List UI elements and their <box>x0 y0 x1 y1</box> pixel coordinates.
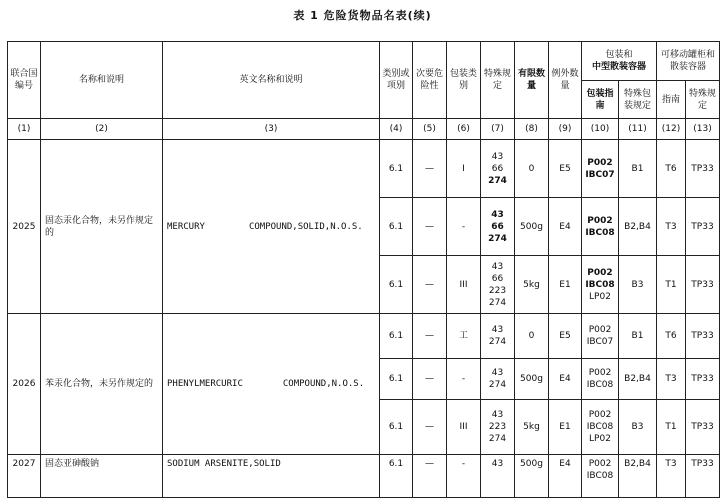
limited-quantity-cell: 0 <box>515 314 549 359</box>
special-provisions-cell: 43 <box>481 455 515 498</box>
packing-instruction-code: P002 <box>587 215 613 226</box>
special-provision-code: 43 <box>491 410 504 420</box>
packing-instruction-code: IBC08 <box>585 227 615 238</box>
limited-quantity-cell: 5kg <box>515 256 549 314</box>
un-number-cell: 2026 <box>8 314 41 455</box>
limited-quantity-cell: 500g <box>515 455 549 498</box>
packing-instruction-code: IBC08 <box>586 471 614 481</box>
sub-risk-cell: — <box>413 455 447 498</box>
packing-instruction-code: P002 <box>588 368 612 378</box>
class-cell: 6.1 <box>380 198 413 256</box>
group-header-packaging <box>582 42 657 81</box>
limited-quantity-cell: 5kg <box>515 400 549 455</box>
name-cell: 苯汞化合物，未另作规定的 <box>41 314 163 455</box>
packing-group-cell: - <box>447 359 481 400</box>
table-title: 表 1 危险货物品名表(续) <box>293 9 432 22</box>
tank-special-cell: TP33 <box>686 359 720 400</box>
excepted-quantity-cell: E4 <box>549 455 582 498</box>
header-row-1 <box>8 42 720 81</box>
excepted-quantity-cell: E4 <box>549 359 582 400</box>
col-header-packing-instruction: 包装指南 <box>582 81 619 119</box>
sub-risk-cell: — <box>413 140 447 198</box>
col-number: (9) <box>549 119 582 140</box>
tank-special-cell: TP33 <box>686 198 720 256</box>
excepted-quantity-cell: E5 <box>549 314 582 359</box>
tank-special-cell: TP33 <box>686 140 720 198</box>
tank-special-cell: TP33 <box>686 400 720 455</box>
col-number: (13) <box>686 119 720 140</box>
group-header-packaging-line1: 包装和 <box>605 50 633 60</box>
packing-instruction-code: IBC07 <box>586 337 614 347</box>
packing-instruction-cell <box>582 455 619 498</box>
un-number-cell: 2025 <box>8 140 41 314</box>
col-header-name: 名称和说明 <box>41 42 163 119</box>
tank-instruction-cell: T6 <box>657 140 686 198</box>
un-number-cell: 2027 <box>8 455 41 498</box>
col-number: (4) <box>380 119 413 140</box>
col-number: (2) <box>41 119 163 140</box>
special-provisions-cell <box>481 400 515 455</box>
tank-special-cell: TP33 <box>686 314 720 359</box>
col-number: (8) <box>515 119 549 140</box>
excepted-quantity-cell: E5 <box>549 140 582 198</box>
col-number: (12) <box>657 119 686 140</box>
col-header-tank-instruction: 指南 <box>657 81 686 119</box>
class-cell: 6.1 <box>380 256 413 314</box>
packing-instruction-code: IBC07 <box>585 169 615 180</box>
special-packing-cell: B1 <box>619 314 657 359</box>
tank-instruction-cell: T3 <box>657 455 686 498</box>
class-cell: 6.1 <box>380 455 413 498</box>
packing-group-cell: I <box>447 140 481 198</box>
packing-instruction-code: P002 <box>588 325 612 335</box>
english-name-part-a: PHENYLMERCURIC <box>167 379 243 389</box>
col-header-excepted-quantity: 例外数量 <box>549 42 582 119</box>
tank-special-cell: TP33 <box>686 256 720 314</box>
packing-group-cell: III <box>447 256 481 314</box>
excepted-quantity-cell: E4 <box>549 198 582 256</box>
tank-instruction-cell: T6 <box>657 314 686 359</box>
name-cell: 固态亚砷酸钠 <box>41 455 163 498</box>
special-packing-cell: B2,B4 <box>619 198 657 256</box>
col-header-un-no: 联合国编号 <box>8 42 41 119</box>
col-number: (7) <box>481 119 515 140</box>
packing-instruction-code: IBC08 <box>586 422 614 432</box>
col-number: (1) <box>8 119 41 140</box>
packing-instruction-cell <box>582 359 619 400</box>
special-provision-code: 223 <box>488 285 507 296</box>
name-cell: 固态汞化合物，未另作规定的 <box>41 140 163 314</box>
special-packing-cell: B3 <box>619 256 657 314</box>
english-name-cell <box>163 314 380 455</box>
sub-risk-cell: — <box>413 314 447 359</box>
special-provision-code: 274 <box>488 297 507 308</box>
special-packing-cell: B2,B4 <box>619 455 657 498</box>
col-header-english: 英文名称和说明 <box>163 42 380 119</box>
excepted-quantity-cell: E1 <box>549 400 582 455</box>
col-header-class: 类别或项别 <box>380 42 413 119</box>
packing-instruction-cell <box>582 256 619 314</box>
packing-instruction-code: IBC08 <box>585 279 615 290</box>
sub-risk-cell: — <box>413 198 447 256</box>
packing-group-cell: - <box>447 455 481 498</box>
table-row <box>8 314 720 359</box>
group-header-packaging-line2: 中型散装容器 <box>591 62 646 72</box>
special-provision-code: 274 <box>488 337 507 347</box>
special-provisions-cell <box>481 198 515 256</box>
col-header-tank-special: 特殊规定 <box>686 81 720 119</box>
special-provisions-cell <box>481 140 515 198</box>
special-provision-code: 223 <box>488 422 507 432</box>
col-number: (11) <box>619 119 657 140</box>
special-packing-cell: B3 <box>619 400 657 455</box>
limited-quantity-cell: 0 <box>515 140 549 198</box>
packing-group-cell: 工 <box>447 314 481 359</box>
packing-instruction-code: LP02 <box>589 291 611 302</box>
class-cell: 6.1 <box>380 140 413 198</box>
tank-instruction-cell: T3 <box>657 359 686 400</box>
col-header-limited-quantity: 有限数量 <box>515 42 549 119</box>
limited-quantity-cell: 500g <box>515 359 549 400</box>
english-name-part-b: COMPOUND,SOLID,N.O.S. <box>248 221 363 232</box>
special-provision-code: 274 <box>488 233 507 244</box>
special-packing-cell: B2,B4 <box>619 359 657 400</box>
special-provision-code: 66 <box>491 273 504 284</box>
packing-instruction-code: P002 <box>587 267 613 278</box>
col-number: (6) <box>447 119 481 140</box>
col-header-special-packing: 特殊包装规定 <box>619 81 657 119</box>
excepted-quantity-cell: E1 <box>549 256 582 314</box>
group-header-tanks-line1: 可移动罐柜和 <box>660 50 715 60</box>
special-provisions-cell <box>481 314 515 359</box>
col-number: (3) <box>163 119 380 140</box>
tank-special-cell: TP33 <box>686 455 720 498</box>
dangerous-goods-table <box>7 41 720 498</box>
special-provisions-cell <box>481 359 515 400</box>
packing-group-cell: III <box>447 400 481 455</box>
tank-instruction-cell: T3 <box>657 198 686 256</box>
sub-risk-cell: — <box>413 256 447 314</box>
english-name-part-a: MERCURY <box>167 221 205 232</box>
group-header-tanks-line2: 散装容器 <box>669 62 706 72</box>
special-provision-code: 43 <box>491 325 504 335</box>
special-provision-code: 274 <box>488 434 507 444</box>
class-cell: 6.1 <box>380 314 413 359</box>
english-name-part-b: COMPOUND,N.O.S. <box>282 379 365 389</box>
packing-instruction-code: LP02 <box>589 434 611 444</box>
english-name-cell <box>163 140 380 314</box>
packing-instruction-code: P002 <box>587 157 613 168</box>
special-packing-cell: B1 <box>619 140 657 198</box>
special-provision-code: 43 <box>491 368 504 378</box>
packing-group-cell: - <box>447 198 481 256</box>
group-header-tanks <box>657 42 720 81</box>
packing-instruction-cell <box>582 314 619 359</box>
special-provision-code: 66 <box>491 163 504 174</box>
col-header-special-provisions: 特殊规定 <box>481 42 515 119</box>
class-cell: 6.1 <box>380 359 413 400</box>
special-provisions-cell <box>481 256 515 314</box>
tank-instruction-cell: T1 <box>657 256 686 314</box>
special-provision-code: 43 <box>491 261 504 272</box>
col-number: (10) <box>582 119 619 140</box>
col-header-packing-group: 包装类别 <box>447 42 481 119</box>
special-provision-code: 43 <box>491 151 504 162</box>
special-provision-code: 274 <box>488 175 507 186</box>
packing-instruction-cell <box>582 140 619 198</box>
packing-instruction-cell <box>582 198 619 256</box>
special-provision-code: 43 <box>491 209 504 220</box>
class-cell: 6.1 <box>380 400 413 455</box>
table-row <box>8 140 720 198</box>
col-number: (5) <box>413 119 447 140</box>
packing-instruction-code: P002 <box>588 410 612 420</box>
packing-instruction-code: P002 <box>588 459 612 469</box>
col-header-sub-risk: 次要危险性 <box>413 42 447 119</box>
sub-risk-cell: — <box>413 400 447 455</box>
english-name-cell: SODIUM ARSENITE,SOLID <box>163 455 380 498</box>
packing-instruction-cell <box>582 400 619 455</box>
special-provision-code: 66 <box>491 221 504 232</box>
special-provision-code: 274 <box>488 380 507 390</box>
tank-instruction-cell: T1 <box>657 400 686 455</box>
limited-quantity-cell: 500g <box>515 198 549 256</box>
table-row <box>8 455 720 498</box>
sub-risk-cell: — <box>413 359 447 400</box>
column-number-row <box>8 119 720 140</box>
packing-instruction-code: IBC08 <box>586 380 614 390</box>
